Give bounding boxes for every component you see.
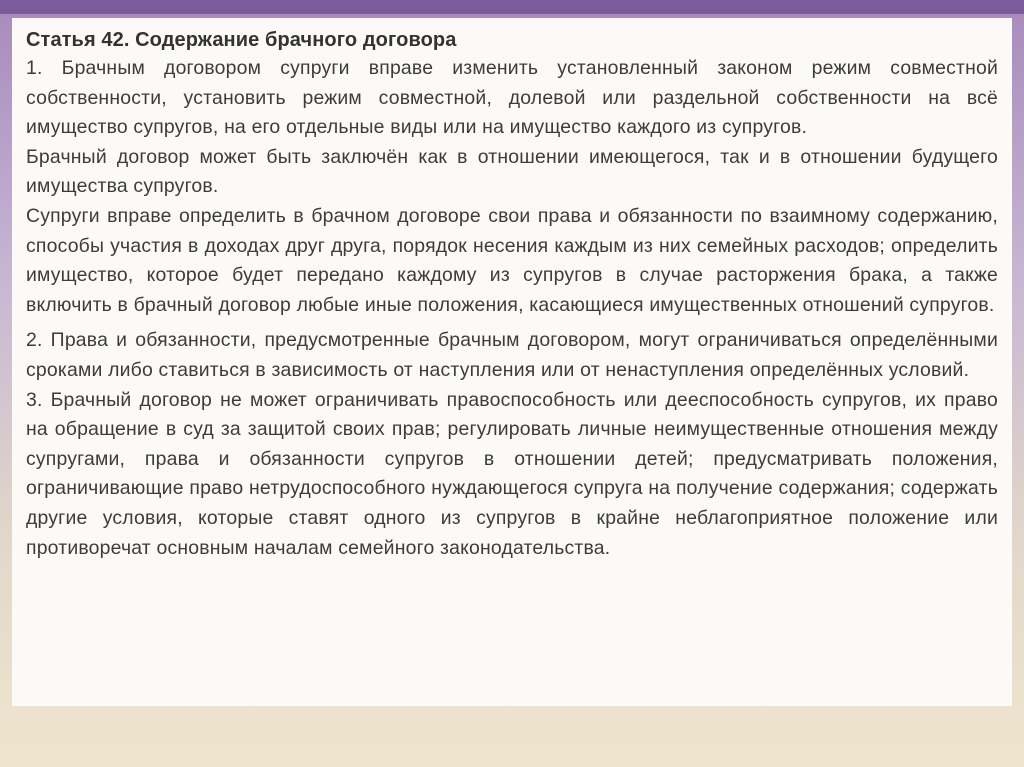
article-title: Статья 42. Содержание брачного договора [26,29,457,51]
paragraph-3: Супруги вправе определить в брачном договоре свои права и обязанности по взаимному содержанию, способы участия в доходах друг друга, порядок несения каждым из них семейных расходов; определить имущество, которое будет передано каждому из супругов в случае расторжения брака, а также включить в брачный договор любые иные положения, касающиеся имущественных отношений супругов. [26,204,998,316]
top-accent-band [0,0,1024,14]
paragraph-5: 3. Брачный договор не может ограничивать правоспособность или дееспособность супругов, их право на обращение в суд за защитой своих прав; регулировать личные неимущественные отношения между супругами, права и обязанности супругов в отношении детей; предусматривать положения, ограничивающие право нетрудоспособного нуждающегося супруга на получение содержания; содержать другие условия, которые ставят одного из супругов в крайне неблагоприятное положение или противоречат основным началам семейного законодательства. [26,388,998,559]
document-page [12,18,1012,706]
paragraph-1: 1. Брачным договором супруги вправе изменить установленный законом режим совместной собственности, установить режим совместной, долевой или раздельной собственности на всё имущество супругов, на его отдельные виды или на имущество каждого из супругов. [26,57,998,139]
paragraph-2: Брачный договор может быть заключён как в отношении имеющегося, так и в отношении будущего имущества супругов. [26,145,998,198]
paragraph-4: 2. Права и обязанности, предусмотренные брачным договором, могут ограничиваться определёнными сроками либо ставиться в зависимость от наступления или от ненаступления определённых условий. [26,329,998,381]
